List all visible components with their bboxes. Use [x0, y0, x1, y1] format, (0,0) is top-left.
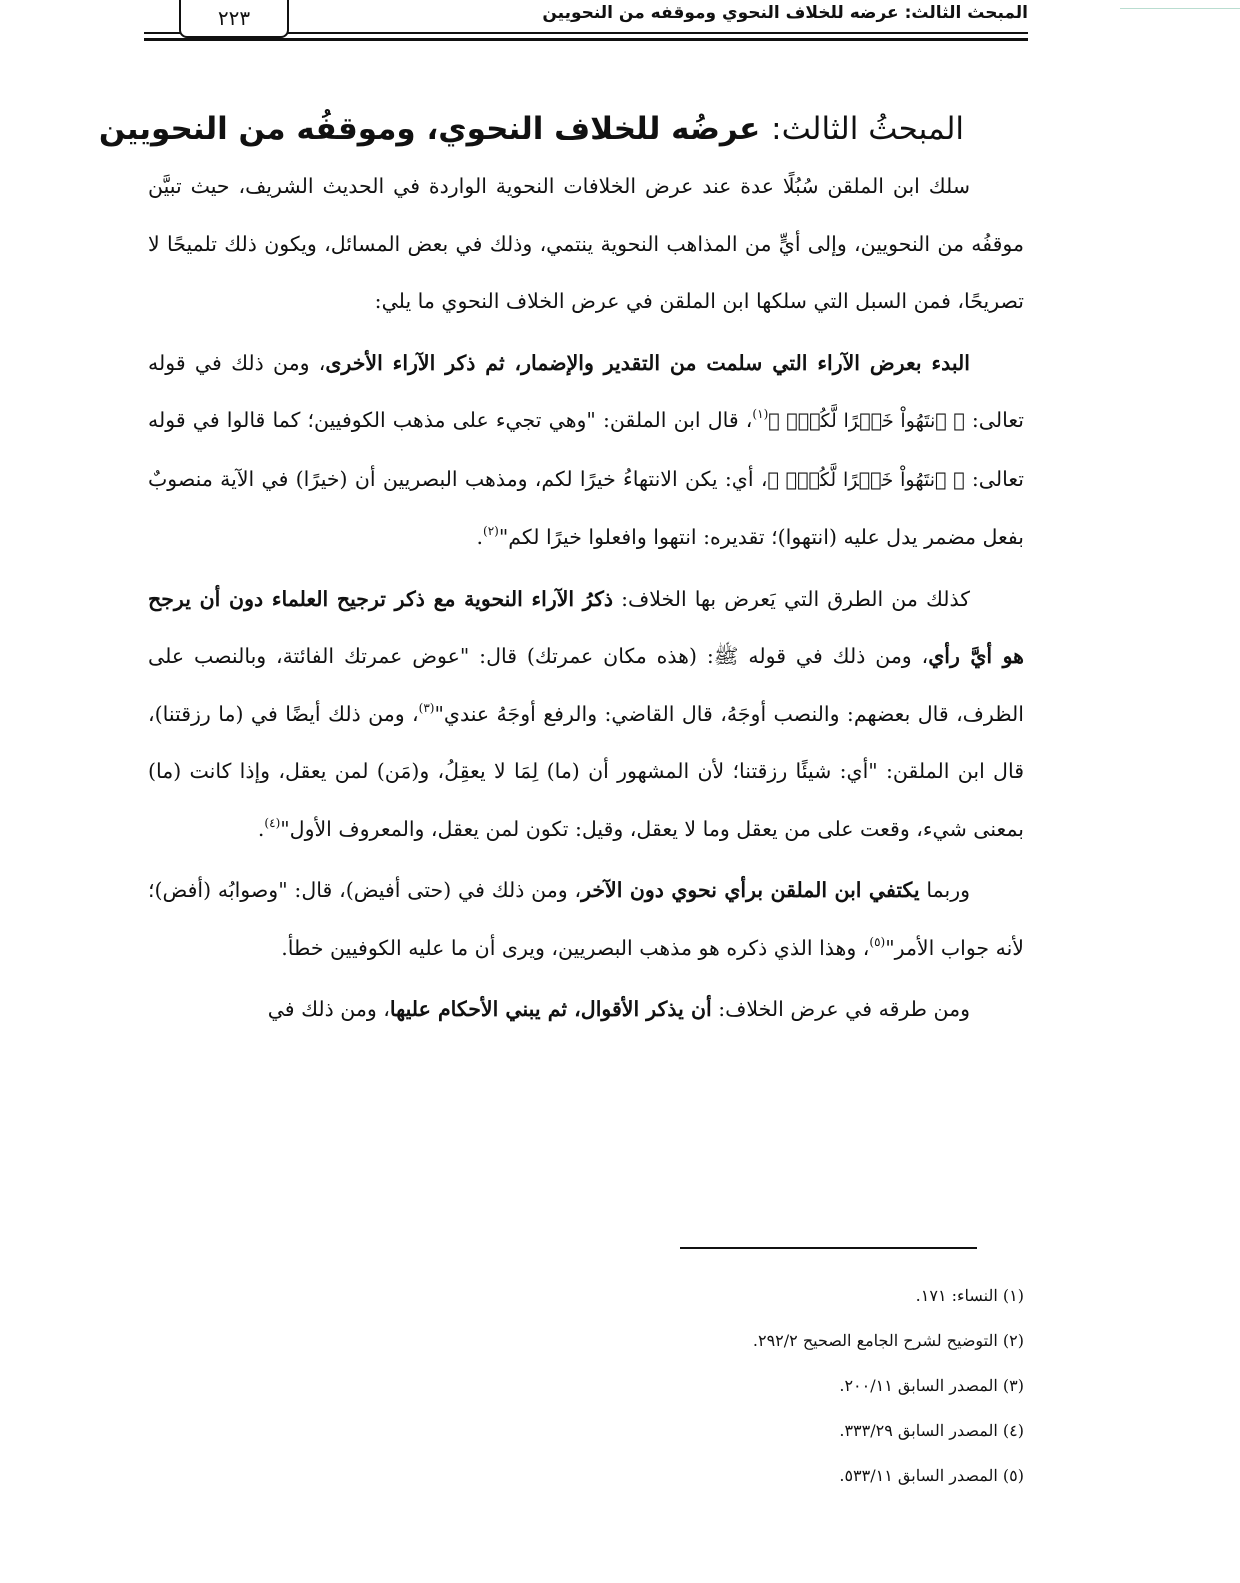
section-heading — [98, 100, 1024, 158]
method-1-text-c: ، أي: يكن الانتهاءُ خيرًا لكم، ومذهب البصريين أن (خيرًا) في الآية منصوبٌ بفعل مضمر يدل عليه (انتهوا)؛ تقديره: انتهوا وافعلوا خيرًا لكم" — [148, 466, 1024, 549]
method-2-heading: ذكرُ الآراء النحوية مع ذكر ترجيح العلماء دون أن يرجح هو أيَّ رأي — [148, 586, 1024, 668]
paragraph-method-4 — [148, 981, 1024, 1039]
running-head-title: المبحث الثالث: عرضه للخلاف النحوي وموقفه من النحويين — [542, 3, 1028, 23]
footnote-item: (٣) المصدر السابق ٢٠٠/١١. — [839, 1376, 1024, 1395]
footnote-separator — [680, 1247, 977, 1249]
running-head — [144, 0, 1028, 44]
corner-mark — [1120, 0, 1240, 9]
method-1-text-b: ، قال ابن الملقن: "وهي تجيء على مذهب الكوفيين؛ كما قالوا في قوله تعالى: — [148, 408, 1024, 491]
paragraph-method-2 — [148, 571, 1024, 859]
footnote-item: (٥) المصدر السابق ٥٣٣/١١. — [839, 1466, 1024, 1485]
footnote-item: (١) النساء: ١٧١. — [915, 1286, 1024, 1305]
footnote-ref-1[interactable]: (١) — [752, 407, 769, 421]
page-body — [98, 100, 1024, 1043]
quran-verse: ﴿ ٱنتَهُواْ خَيۡرًا لَّكُمۡۚ ﴾ — [768, 410, 965, 432]
method-2-end: . — [257, 816, 265, 841]
method-4-text-b: ، ومن ذلك في — [267, 997, 390, 1021]
method-2-text-a: كذلك من الطرق التي يَعرض بها الخلاف: — [613, 586, 970, 611]
method-2-text-c: ، ومن ذلك أيضًا في (ما رزقتنا)، قال ابن الملقن: "أي: شيئًا رزقتنا؛ لأن المشهور أن (ما) لِمَا لا يعقِلُ، و(مَن) لمن يعقل، وإذا كانت (ما) بمعنى شيء، وقعت على من يعقل وما لا يعقل، وقيل: تكون لمن يعقل، والمعروف الأول" — [148, 701, 1024, 841]
method-1-heading: البدء بعرض الآراء التي سلمت من التقدير والإضمار، ثم ذكر الآراء الأخرى — [325, 350, 970, 375]
method-4-text-a: ومن طرقه في عرض الخلاف: — [711, 997, 970, 1021]
heading-rest: عرضُه للخلاف النحوي، وموقفُه من النحويين — [98, 111, 761, 147]
footnote-item: (٢) التوضيح لشرح الجامع الصحيح ٢٩٢/٢. — [752, 1331, 1024, 1350]
method-3-text-c: ، وهذا الذي ذكره هو مذهب البصريين، ويرى أن ما عليه الكوفيين خطأ. — [281, 935, 870, 960]
method-3-text-a: وربما — [919, 878, 970, 902]
paragraph-intro-text: سلك ابن الملقن سُبُلًا عدة عند عرض الخلافات النحوية الواردة في الحديث الشريف، حيث تبيَّن موقفُه من النحويين، وإلى أيٍّ من المذاهب النحوية ينتمي، وذلك في بعض المسائل، ويكون ذلك تلميحًا لا تصريحًا، فمن السبل التي سلكها ابن الملقن في عرض الخلاف النحوي ما يلي: — [148, 174, 1024, 313]
paragraph-intro — [148, 158, 1024, 331]
method-4-heading: أن يذكر الأقوال، ثم يبني الأحكام عليها — [389, 997, 712, 1021]
page-number: ٢٢٣ — [179, 0, 289, 38]
method-1-end: . — [476, 525, 484, 549]
header-rule-thick — [144, 38, 1028, 41]
footnote-ref-4[interactable]: (٤) — [264, 815, 281, 830]
quran-verse-repeat: ﴿ ٱنتَهُواْ خَيۡرًا لَّكُمۡۚ ﴾ — [767, 468, 965, 491]
footnote-ref-5[interactable]: (٥) — [869, 934, 886, 949]
method-2-text-b: ، ومن ذلك في قوله ﷺ: (هذه مكان عمرتك) قال: "عوض عمرتك الفائتة، وبالنصب على الظرف، قال بعضهم: والنصب أوجَهُ، قال القاضي: والرفع أوجَهُ عندي" — [148, 644, 1024, 726]
paragraph-method-1 — [148, 335, 1024, 567]
method-3-text-b: ، ومن ذلك في (حتى أفيض)، قال: "وصوابُه (أفض)؛ لأنه جواب الأمر" — [148, 878, 1024, 960]
footnote-ref-2[interactable]: (٢) — [483, 524, 499, 538]
heading-lead: المبحثُ الثالث: — [771, 111, 964, 147]
paragraph-method-3 — [148, 862, 1024, 977]
method-1-text-a: ، ومن ذلك في قوله تعالى: — [148, 350, 1024, 432]
method-3-heading: يكتفي ابن الملقن برأي نحوي دون الآخر — [581, 878, 920, 902]
footnote-ref-3[interactable]: (٣) — [418, 700, 435, 715]
footnotes-list — [400, 1273, 1024, 1498]
footnote-item: (٤) المصدر السابق ٣٣٣/٢٩. — [839, 1421, 1024, 1440]
